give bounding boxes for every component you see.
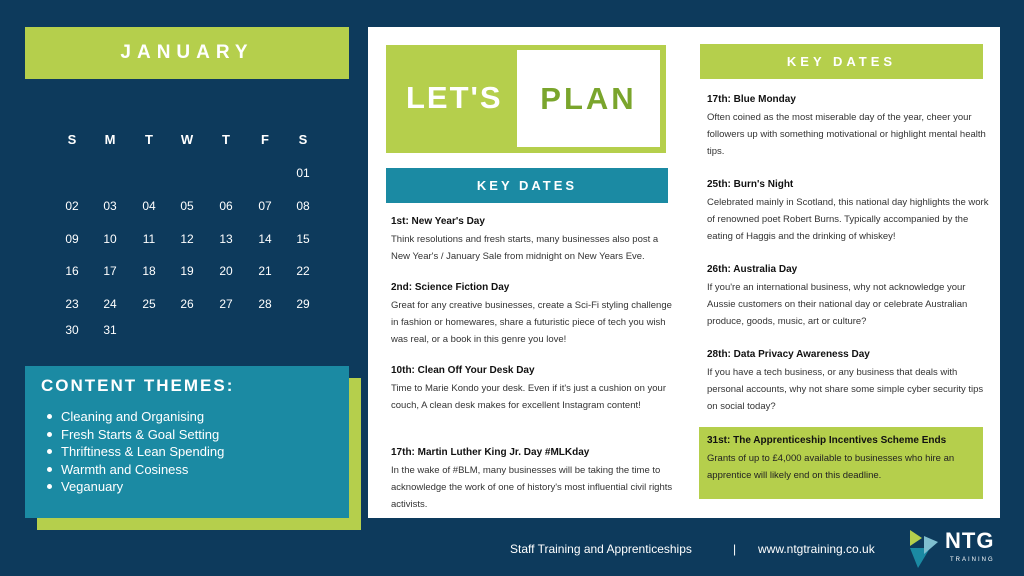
calendar-date: 13: [219, 232, 233, 246]
calendar-date: 23: [65, 297, 79, 311]
bullet-icon: [47, 414, 52, 419]
calendar-date: 24: [103, 297, 117, 311]
calendar-date: 27: [219, 297, 233, 311]
logo-subtitle: TRAINING: [950, 557, 995, 563]
calendar-date: 04: [142, 199, 156, 213]
weekday-label: M: [104, 132, 116, 147]
calendar-date: 06: [219, 199, 233, 213]
event-title: 17th: Blue Monday: [707, 94, 796, 105]
calendar-date: 14: [258, 232, 272, 246]
calendar-date: 02: [65, 199, 79, 213]
calendar-date: 26: [180, 297, 194, 311]
calendar-date: 07: [258, 199, 272, 213]
calendar-date: 29: [296, 297, 310, 311]
event-title: 31st: The Apprenticeship Incentives Scheme Ends: [707, 435, 947, 446]
event-title: 1st: New Year's Day: [391, 216, 485, 227]
bullet-icon: [47, 484, 52, 489]
calendar-date: 01: [296, 166, 310, 180]
footer-tagline: Staff Training and Apprenticeships: [510, 542, 692, 556]
weekday-label: T: [222, 132, 230, 147]
event-title: 25th: Burn's Night: [707, 179, 794, 190]
calendar-date: 08: [296, 199, 310, 213]
event-description: If you have a tech business, or any business that deals with personal accounts, why not share some simple cyber security tips on social today?: [707, 367, 984, 412]
calendar-date: 31: [103, 323, 117, 337]
calendar-date: 21: [258, 264, 272, 278]
event-item: [707, 93, 989, 160]
key-dates-header-right: KEY DATES: [700, 44, 983, 79]
event-description: Think resolutions and fresh starts, many businesses also post a New Year's / January Sale from midnight on New Years Eve.: [391, 234, 659, 262]
calendar-date: 09: [65, 232, 79, 246]
key-dates-header-left: KEY DATES: [386, 168, 668, 203]
event-description: Often coined as the most miserable day of the year, cheer your followers up with something motivational or highlight mental health tips.: [707, 112, 986, 157]
month-title: JANUARY: [120, 42, 254, 63]
calendar-date: 16: [65, 264, 79, 278]
event-description: Grants of up to £4,000 available to businesses who hire an apprentice will likely end on this deadline.: [707, 453, 955, 481]
plan-text: PLAN: [540, 80, 637, 116]
weekday-label: S: [67, 132, 77, 147]
event-description: Time to Marie Kondo your desk. Even if it's just a cushion on your couch, A clean desk makes for excellent Instagram content!: [391, 383, 666, 411]
event-description: In the wake of #BLM, many businesses will be taking the time to acknowledge the work of one of history's most influential civil rights activists.: [391, 465, 673, 510]
event-description: Great for any creative businesses, create a Sci-Fi styling challenge in fashion or homewares, share a futuristic piece of tech you wish was real, or a book in this genre you love!: [391, 300, 672, 345]
event-title: 10th: Clean Off Your Desk Day: [391, 365, 535, 376]
calendar-date: 05: [180, 199, 194, 213]
event-item: [707, 263, 989, 330]
event-title: 17th: Martin Luther King Jr. Day #MLKday: [391, 447, 590, 458]
weekday-label: S: [298, 132, 308, 147]
weekday-label: T: [145, 132, 153, 147]
lets-text: LET'S: [406, 80, 503, 115]
calendar-date: 20: [219, 264, 233, 278]
event-title: 28th: Data Privacy Awareness Day: [707, 349, 870, 360]
event-item: [707, 178, 989, 245]
event-item: [707, 348, 989, 415]
theme-item: Fresh Starts & Goal Setting: [41, 426, 349, 444]
event-description: If you're an international business, why not acknowledge your Aussie customers on their national day or celebrate Australian produce, goods, music, art or culture?: [707, 282, 968, 327]
theme-item: Cleaning and Organising: [41, 408, 349, 426]
theme-item: Warmth and Cosiness: [41, 461, 349, 479]
plan-box: [517, 50, 660, 147]
event-title: 26th: Australia Day: [707, 264, 798, 275]
highlight-event: [699, 427, 983, 499]
calendar-date: 10: [103, 232, 117, 246]
content-themes-box: [25, 366, 349, 518]
event-item: [391, 364, 673, 414]
event-item: [391, 215, 673, 265]
themes-title: CONTENT THEMES:: [41, 376, 235, 395]
weekday-label: W: [180, 132, 194, 147]
bullet-icon: [47, 449, 52, 454]
event-description: Celebrated mainly in Scotland, this national day highlights the work of renowned poet Robert Burns. Typically accompanied by the eating of Haggis and the drinking of whiskey!: [707, 197, 989, 242]
calendar-date: 30: [65, 323, 79, 337]
calendar-date: 28: [258, 297, 272, 311]
themes-list: [41, 408, 349, 496]
calendar-date: 03: [103, 199, 117, 213]
calendar-date: 22: [296, 264, 310, 278]
calendar-date: 17: [103, 264, 117, 278]
event-title: 2nd: Science Fiction Day: [391, 282, 510, 293]
bullet-icon: [47, 467, 52, 472]
calendar-date: 11: [142, 232, 156, 246]
calendar-date: 25: [142, 297, 156, 311]
theme-item: Veganuary: [41, 478, 349, 496]
footer-separator: |: [733, 542, 737, 556]
logo-name: NTG: [945, 528, 995, 553]
footer-url[interactable]: www.ntgtraining.co.uk: [758, 542, 875, 556]
weekday-label: F: [261, 132, 269, 147]
bullet-icon: [47, 432, 52, 437]
theme-item: Thriftiness & Lean Spending: [41, 443, 349, 461]
calendar-date: 15: [296, 232, 310, 246]
calendar-date: 12: [180, 232, 194, 246]
month-banner: [25, 27, 349, 79]
event-item: [391, 446, 673, 513]
calendar-date: 19: [180, 264, 194, 278]
calendar-date: 18: [142, 264, 156, 278]
event-item: [391, 281, 673, 348]
